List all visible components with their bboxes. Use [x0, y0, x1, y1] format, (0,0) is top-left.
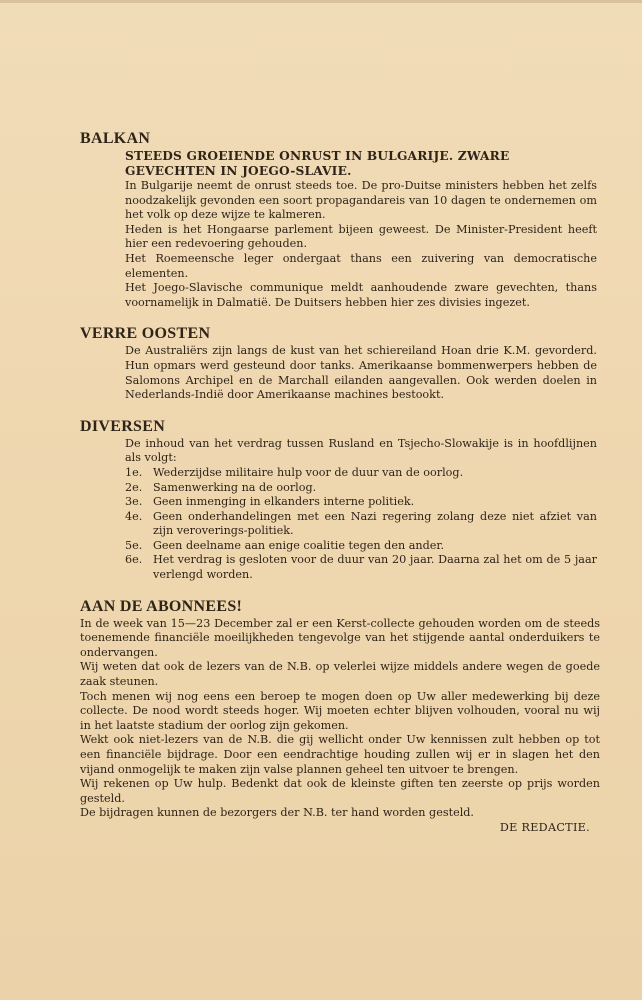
paragraph: Wij rekenen op Uw hulp. Bedenkt dat ook de kleinste giften ten zeerste op prijs worden gesteld.	[80, 777, 600, 805]
balkan-subheading: STEEDS GROEIENDE ONRUST IN BULGARIJE. ZWARE GEVECHTEN IN JOEGO-SLAVIE.	[125, 149, 510, 178]
section-balkan	[80, 129, 600, 310]
section-title-diversen: DIVERSEN	[80, 417, 166, 435]
list-item	[125, 481, 597, 496]
list-item	[125, 495, 597, 510]
paragraph: Wij weten dat ook de lezers van de N.B. op velerlei wijze middels andere wegen de goede zaak steunen.	[80, 660, 600, 689]
list-item-text: Geen inmenging in elkanders interne politiek.	[153, 495, 415, 509]
treaty-list	[125, 466, 597, 583]
list-item-number: 5e.	[125, 538, 143, 552]
list-item-number: 3e.	[125, 495, 143, 509]
paragraph: Heden is het Hongaarse parlement bijeen geweest. De Minister-President heeft hier een redevoering gehouden.	[125, 222, 597, 251]
list-item	[125, 553, 597, 582]
section-body-verre-oosten	[125, 344, 597, 402]
list-item	[125, 539, 597, 554]
paragraph: Toch menen wij nog eens een beroep te mogen doen op Uw aller medewerking bij deze collecte. De nood wordt steeds hoger. Wij moeten echter blijven volhouden, vooral nu wij in het laatste stadium der oorlog zijn gekomen.	[80, 689, 600, 732]
section-verre-oosten	[80, 324, 600, 402]
section-body-diversen	[125, 437, 597, 583]
list-item-text: Samenwerking na de oorlog.	[153, 480, 317, 494]
paragraph: De bijdragen kunnen de bezorgers der N.B. ter hand worden gesteld.	[80, 806, 474, 820]
section-body-balkan	[125, 149, 597, 310]
page-content	[80, 129, 600, 836]
list-item-number: 1e.	[125, 465, 143, 479]
paragraph: De Australiërs zijn langs de kust van het schiereiland Hoan drie K.M. gevorderd. Hun opmars werd gesteund door tanks. Amerikaanse bommenwerpers hebben de Salomons Archipel en de Marchall eilanden aangevallen. Ook werden doelen in Nederlands-Indië door Amerikaanse machines bestookt.	[125, 344, 597, 402]
list-item-text: Het verdrag is gesloten voor de duur van 20 jaar. Daarna zal het om de 5 jaar verlengd worden.	[153, 553, 597, 582]
section-abonnees	[80, 597, 600, 836]
diversen-intro: De inhoud van het verdrag tussen Rusland en Tsjecho-Slowakije is in hoofdlijnen als volgt:	[125, 436, 597, 465]
section-title-abonnees: AAN DE ABONNEES!	[80, 597, 243, 615]
list-item-text: Geen deelname aan enige coalitie tegen den ander.	[153, 538, 445, 552]
list-item-number: 6e.	[125, 553, 143, 567]
list-item-number: 4e.	[125, 509, 143, 523]
paragraph: Het Roemeensche leger ondergaat thans een zuivering van democratische elementen.	[125, 251, 597, 280]
paragraph: Het Joego-Slavische communique meldt aanhoudende zware gevechten, thans voornamelijk in Dalmatië. De Duitsers hebben hier zes divisies ingezet.	[125, 281, 597, 309]
list-item	[125, 510, 597, 539]
paragraph: In de week van 15—23 December zal er een Kerst-collecte gehouden worden om de steeds toenemende financiële moeilijkheden tengevolge van het stijgende aantal onderduikers te ondervangen.	[80, 616, 600, 659]
section-diversen	[80, 417, 600, 583]
paragraph: In Bulgarije neemt de onrust steeds toe. De pro-Duitse ministers hebben het zelfs noodzakelijk gevonden een soort propagandareis van 10 dagen te ondernemen om het volk op deze wijze te kalmeren.	[125, 179, 597, 222]
list-item-text: Wederzijdse militaire hulp voor de duur van de oorlog.	[153, 465, 464, 479]
list-item	[125, 466, 597, 481]
signature: DE REDACTIE.	[499, 820, 590, 834]
section-title-verre-oosten: VERRE OOSTEN	[80, 325, 211, 343]
list-item-text: Geen onderhandelingen met een Nazi regering zolang deze niet afziet van zijn veroverings-politiek.	[153, 509, 597, 538]
section-title-balkan: BALKAN	[80, 130, 151, 147]
paragraph: Wekt ook niet-lezers van de N.B. die gij wellicht onder Uw kennissen zult hebben op tot een financiële bijdrage. Door een eendrachtige houding zullen wij er in slagen het den vijand onmogelijk te maken zijn valse plannen geheel ten uitvoer te brengen.	[80, 733, 600, 776]
list-item-number: 2e.	[125, 480, 143, 494]
